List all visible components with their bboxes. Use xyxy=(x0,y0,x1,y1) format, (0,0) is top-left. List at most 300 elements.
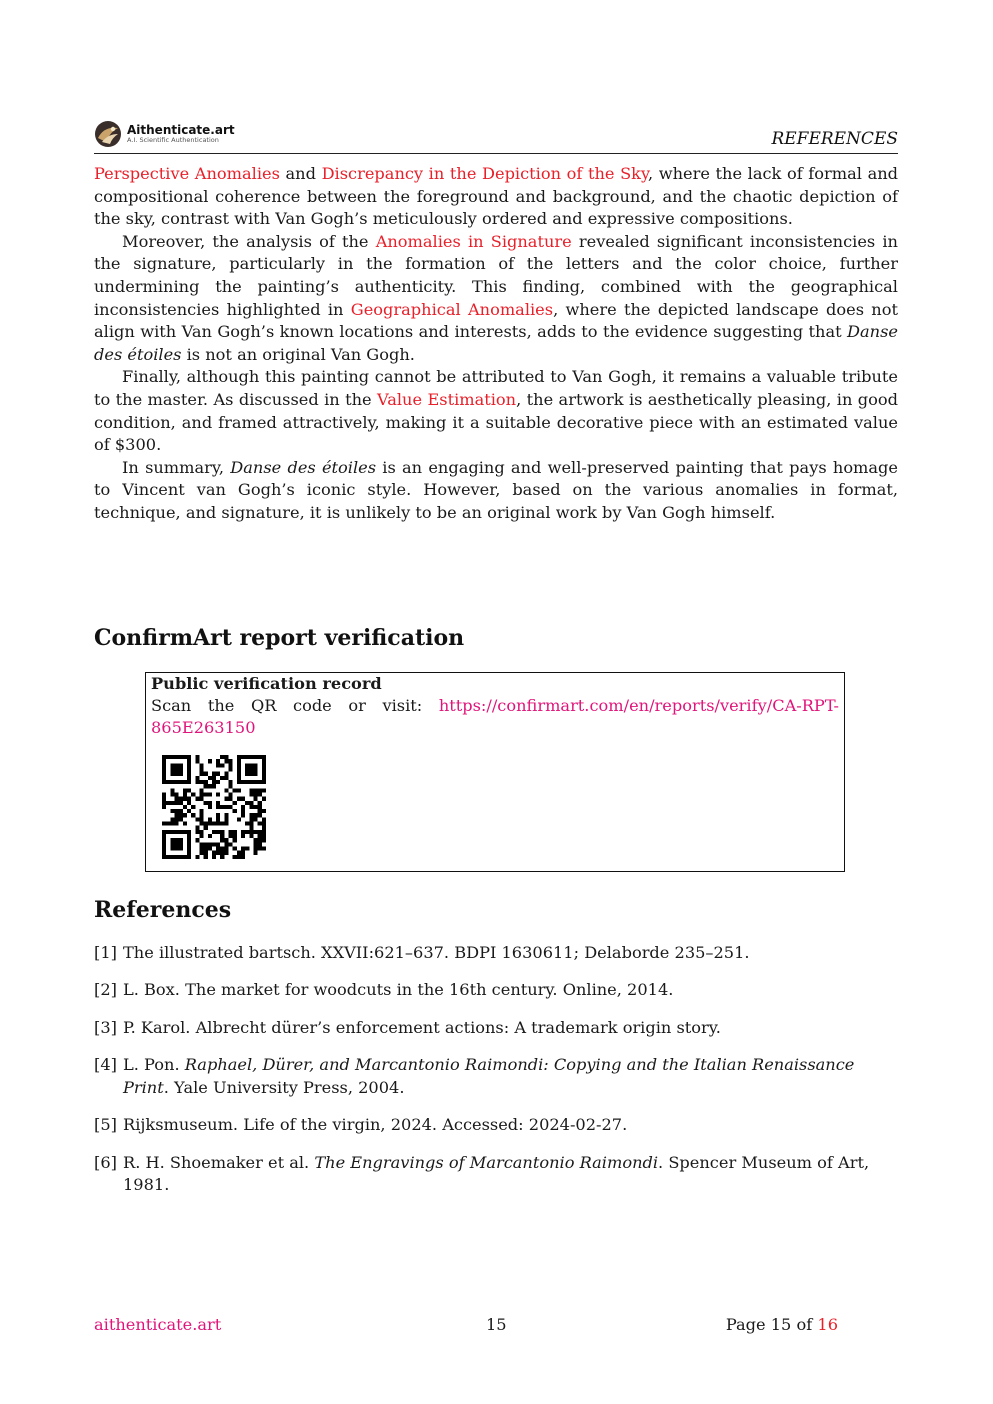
qr-module xyxy=(249,830,253,834)
qr-module xyxy=(187,797,191,801)
qr-module xyxy=(262,834,266,838)
qr-module xyxy=(183,792,187,796)
qr-module xyxy=(212,855,216,859)
qr-module xyxy=(187,801,191,805)
qr-module xyxy=(241,755,245,759)
qr-module xyxy=(187,755,191,759)
qr-module xyxy=(258,801,262,805)
qr-module xyxy=(162,780,166,784)
qr-module xyxy=(233,830,237,834)
qr-module xyxy=(166,780,170,784)
painting-title: Danse des étoiles xyxy=(94,322,898,364)
qr-module xyxy=(229,780,233,784)
qr-module xyxy=(212,776,216,780)
qr-module xyxy=(245,822,249,826)
qr-module xyxy=(254,817,258,821)
qr-module xyxy=(204,855,208,859)
qr-module xyxy=(245,755,249,759)
qr-module xyxy=(162,797,166,801)
qr-module xyxy=(166,855,170,859)
qr-module xyxy=(204,801,208,805)
qr-module xyxy=(208,834,212,838)
qr-module xyxy=(208,817,212,821)
qr-module xyxy=(162,842,166,846)
qr-module xyxy=(254,813,258,817)
link-anomalies-signature[interactable]: Anomalies in Signature xyxy=(375,231,572,251)
qr-module xyxy=(258,788,262,792)
qr-module xyxy=(241,813,245,817)
qr-module xyxy=(249,813,253,817)
qr-module xyxy=(162,805,166,809)
qr-module xyxy=(262,755,266,759)
paragraph-1: Perspective Anomalies and Discrepancy in the Depiction of the Sky, where the lack of formal and compositional coherence between the foreground and background, and the chaotic depiction of the sky, contrast with Van Gogh’s meticulously ordered and expressive compositions. xyxy=(94,164,899,229)
qr-module xyxy=(237,755,241,759)
qr-module xyxy=(166,801,170,805)
qr-module xyxy=(162,855,166,859)
qr-module xyxy=(237,851,241,855)
qr-module xyxy=(212,772,216,776)
qr-module xyxy=(199,842,203,846)
qr-module xyxy=(229,797,233,801)
qr-module xyxy=(262,759,266,763)
qr-module xyxy=(187,855,191,859)
qr-module xyxy=(254,780,258,784)
qr-module xyxy=(254,755,258,759)
qr-module xyxy=(258,755,262,759)
qr-module xyxy=(187,851,191,855)
qr-module xyxy=(258,809,262,813)
qr-module xyxy=(191,813,195,817)
qr-module xyxy=(162,851,166,855)
qr-module xyxy=(262,763,266,767)
qr-module xyxy=(179,801,183,805)
body-text xyxy=(94,163,898,525)
qr-module xyxy=(237,763,241,767)
qr-module xyxy=(237,855,241,859)
qr-module xyxy=(170,763,174,767)
qr-module xyxy=(170,822,174,826)
verification-box xyxy=(145,672,845,872)
qr-module xyxy=(187,842,191,846)
qr-module xyxy=(174,813,178,817)
qr-module xyxy=(254,842,258,846)
qr-module xyxy=(174,792,178,796)
qr-module xyxy=(249,772,253,776)
qr-module xyxy=(174,780,178,784)
qr-module xyxy=(249,788,253,792)
qr-module xyxy=(249,826,253,830)
reference-item: [5] Rijksmuseum. Life of the virgin, 2024. Accessed: 2024-02-27. xyxy=(94,1115,628,1135)
qr-module xyxy=(245,780,249,784)
qr-module xyxy=(224,851,228,855)
qr-module xyxy=(162,830,166,834)
qr-module xyxy=(183,822,187,826)
qr-module xyxy=(212,780,216,784)
qr-module xyxy=(174,809,178,813)
qr-module xyxy=(174,797,178,801)
qr-module xyxy=(216,759,220,763)
qr-module xyxy=(258,813,262,817)
qr-module xyxy=(174,830,178,834)
qr-module xyxy=(174,801,178,805)
qr-module xyxy=(208,792,212,796)
qr-module xyxy=(262,847,266,851)
qr-module xyxy=(170,767,174,771)
qr-module xyxy=(229,842,233,846)
qr-module xyxy=(245,767,249,771)
qr-module xyxy=(254,788,258,792)
qr-module xyxy=(179,830,183,834)
qr-module xyxy=(208,805,212,809)
running-header-section: REFERENCES xyxy=(771,129,898,149)
qr-module xyxy=(220,830,224,834)
qr-module xyxy=(170,801,174,805)
qr-module xyxy=(258,780,262,784)
qr-module xyxy=(254,772,258,776)
references-heading: References xyxy=(94,897,232,923)
footer-total-pages-link[interactable]: 16 xyxy=(817,1315,838,1334)
qr-module xyxy=(204,780,208,784)
qr-module xyxy=(179,772,183,776)
qr-module xyxy=(179,813,183,817)
qr-module xyxy=(183,797,187,801)
qr-module xyxy=(229,792,233,796)
qr-module xyxy=(224,772,228,776)
qr-module xyxy=(162,847,166,851)
qr-module xyxy=(224,813,228,817)
qr-module xyxy=(220,776,224,780)
qr-module xyxy=(254,851,258,855)
qr-module xyxy=(249,792,253,796)
qr-module xyxy=(162,763,166,767)
qr-module xyxy=(208,776,212,780)
qr-module xyxy=(216,822,220,826)
qr-module xyxy=(216,851,220,855)
qr-module xyxy=(224,842,228,846)
qr-module xyxy=(174,767,178,771)
qr-module xyxy=(166,755,170,759)
qr-module xyxy=(162,834,166,838)
qr-module xyxy=(170,842,174,846)
qr-module xyxy=(179,755,183,759)
qr-module xyxy=(220,838,224,842)
qr-module xyxy=(162,772,166,776)
qr-module xyxy=(233,847,237,851)
qr-module xyxy=(258,822,262,826)
qr-module xyxy=(245,772,249,776)
qr-module xyxy=(262,826,266,830)
qr-module xyxy=(224,755,228,759)
qr-module xyxy=(179,797,183,801)
qr-module xyxy=(204,772,208,776)
verification-scan-line xyxy=(151,695,839,717)
qr-module xyxy=(249,763,253,767)
qr-module xyxy=(216,772,220,776)
qr-module xyxy=(204,792,208,796)
qr-module xyxy=(216,842,220,846)
qr-module xyxy=(216,813,220,817)
qr-module xyxy=(241,805,245,809)
page-header xyxy=(94,117,898,154)
qr-module xyxy=(170,788,174,792)
qr-module xyxy=(199,817,203,821)
painting-title: Danse des étoiles xyxy=(230,457,377,477)
verification-url[interactable]: https://confirmart.com/en/reports/verify/CA-RPT- xyxy=(438,696,839,715)
qr-module xyxy=(237,817,241,821)
qr-module xyxy=(187,776,191,780)
qr-module xyxy=(237,776,241,780)
qr-module xyxy=(199,822,203,826)
qr-module xyxy=(233,855,237,859)
qr-module xyxy=(229,834,233,838)
qr-module xyxy=(254,792,258,796)
qr-module xyxy=(262,817,266,821)
qr-module xyxy=(179,767,183,771)
qr-module xyxy=(162,792,166,796)
qr-module xyxy=(187,780,191,784)
reference-item: [3] P. Karol. Albrecht dürer’s enforcement actions: A trademark origin story. xyxy=(94,1017,721,1037)
qr-module xyxy=(199,792,203,796)
qr-module xyxy=(220,755,224,759)
qr-module xyxy=(220,805,224,809)
verification-url-continued[interactable]: 865E263150 xyxy=(151,718,256,737)
qr-module xyxy=(258,805,262,809)
qr-module xyxy=(187,838,191,842)
qr-module xyxy=(170,792,174,796)
qr-module xyxy=(170,755,174,759)
qr-module xyxy=(162,776,166,780)
qr-module xyxy=(195,838,199,842)
qr-module xyxy=(233,801,237,805)
qr-module xyxy=(224,822,228,826)
qr-module xyxy=(179,847,183,851)
qr-module xyxy=(212,822,216,826)
qr-module xyxy=(199,830,203,834)
qr-module xyxy=(254,797,258,801)
references-list xyxy=(94,942,898,1212)
qr-module xyxy=(183,813,187,817)
qr-module xyxy=(262,797,266,801)
qr-module xyxy=(220,851,224,855)
qr-module xyxy=(187,809,191,813)
qr-module xyxy=(262,822,266,826)
qr-module xyxy=(199,851,203,855)
qr-module xyxy=(199,767,203,771)
qr-module xyxy=(249,834,253,838)
qr-module xyxy=(216,830,220,834)
qr-module xyxy=(174,772,178,776)
link-value-estimation[interactable]: Value Estimation xyxy=(377,389,517,409)
qr-module xyxy=(245,763,249,767)
qr-module xyxy=(162,759,166,763)
paragraph-2: Moreover, the analysis of the Anomalies in Signature revealed significant inconsistencies in the signature, particularly in the formation of the letters and the color choice, further undermining the painting’s authenticity. This finding, combined with the geographical inconsistencies highlighted in Geographical Anomalies, where the depicted landscape does not align with Van Gogh’s known locations and interests, adds to the evidence suggesting that Danse des étoiles is not an original Van Gogh. xyxy=(94,231,898,364)
qr-module xyxy=(187,830,191,834)
qr-module xyxy=(224,805,228,809)
qr-module xyxy=(183,830,187,834)
qr-module xyxy=(254,767,258,771)
qr-module xyxy=(241,830,245,834)
qr-module xyxy=(229,805,233,809)
qr-module xyxy=(216,801,220,805)
qr-module xyxy=(199,797,203,801)
qr-module xyxy=(220,763,224,767)
qr-module xyxy=(258,838,262,842)
qr-module xyxy=(204,851,208,855)
verification-box-title: Public verification record xyxy=(151,674,382,693)
qr-module xyxy=(212,784,216,788)
qr-module xyxy=(241,780,245,784)
footer-page-number: 15 xyxy=(486,1315,507,1334)
qr-module xyxy=(254,805,258,809)
qr-module xyxy=(170,855,174,859)
qr-module xyxy=(249,805,253,809)
qr-module xyxy=(216,817,220,821)
qr-module xyxy=(258,792,262,796)
reference-item: [1] The illustrated bartsch. XXVII:621–637. BDPI 1630611; Delaborde 235–251. xyxy=(94,943,750,962)
qr-module xyxy=(174,817,178,821)
link-perspective-anomalies[interactable]: Perspective Anomalies xyxy=(94,164,280,183)
qr-module xyxy=(216,780,220,784)
qr-module xyxy=(262,772,266,776)
qr-module xyxy=(233,834,237,838)
qr-module xyxy=(162,838,166,842)
qr-module xyxy=(195,830,199,834)
reference-item: [2] L. Box. The market for woodcuts in the 16th century. Online, 2014. xyxy=(94,980,674,1000)
qr-module xyxy=(195,759,199,763)
qr-module xyxy=(229,763,233,767)
qr-module xyxy=(262,767,266,771)
qr-module xyxy=(258,842,262,846)
qr-module xyxy=(220,847,224,851)
qr-module xyxy=(237,772,241,776)
paragraph-4: In summary, Danse des étoiles is an engaging and well-preserved painting that pays homage to Vincent van Gogh’s iconic style. However, based on the various anomalies in format, technique, and signature, it is unlikely to be an original work by Van Gogh himself. xyxy=(94,457,899,522)
qr-module xyxy=(208,842,212,846)
qr-module xyxy=(233,788,237,792)
qr-module xyxy=(220,822,224,826)
qr-module xyxy=(229,759,233,763)
qr-module xyxy=(174,847,178,851)
qr-module xyxy=(195,776,199,780)
qr-module xyxy=(254,763,258,767)
qr-module xyxy=(174,822,178,826)
qr-module xyxy=(249,817,253,821)
qr-module xyxy=(183,780,187,784)
qr-module xyxy=(199,809,203,813)
qr-module xyxy=(229,830,233,834)
qr-module xyxy=(199,834,203,838)
qr-module xyxy=(204,826,208,830)
reference-item: [6] R. H. Shoemaker et al. The Engravings of Marcantonio Raimondi. Spencer Museum of Art, 1981. xyxy=(94,1152,870,1195)
logo-title: Aithenticate.art xyxy=(127,123,235,138)
qr-module xyxy=(204,784,208,788)
qr-module xyxy=(245,830,249,834)
qr-module xyxy=(216,792,220,796)
qr-module xyxy=(224,817,228,821)
qr-module xyxy=(179,838,183,842)
qr-module xyxy=(170,838,174,842)
qr-module xyxy=(170,772,174,776)
qr-module xyxy=(220,834,224,838)
qr-module xyxy=(183,805,187,809)
qr-module xyxy=(170,817,174,821)
qr-module xyxy=(224,759,228,763)
qr-module xyxy=(195,817,199,821)
qr-module xyxy=(254,838,258,842)
scan-text: Scan the QR code or visit: xyxy=(151,696,423,715)
qr-module xyxy=(179,809,183,813)
qr-module xyxy=(216,847,220,851)
qr-module xyxy=(249,780,253,784)
qr-module xyxy=(216,805,220,809)
qr-module xyxy=(208,784,212,788)
qr-module xyxy=(195,797,199,801)
qr-module xyxy=(179,763,183,767)
qr-module xyxy=(174,763,178,767)
qr-module xyxy=(224,847,228,851)
qr-module xyxy=(233,809,237,813)
link-geographical-anomalies[interactable]: Geographical Anomalies xyxy=(350,299,554,319)
qr-module xyxy=(224,838,228,842)
qr-module xyxy=(249,822,253,826)
link-sky-discrepancy[interactable]: Discrepancy in the Depiction of the Sky xyxy=(321,164,648,183)
qr-module xyxy=(233,838,237,842)
qr-module xyxy=(183,855,187,859)
qr-module xyxy=(237,767,241,771)
footer-page-count: Page 15 of 16 xyxy=(725,1315,838,1334)
qr-module xyxy=(245,847,249,851)
qr-module xyxy=(179,780,183,784)
qr-module xyxy=(204,842,208,846)
qr-module xyxy=(204,822,208,826)
logo-icon xyxy=(94,120,122,148)
qr-module xyxy=(199,763,203,767)
qr-module xyxy=(187,759,191,763)
qr-module xyxy=(170,809,174,813)
qr-module xyxy=(258,847,262,851)
qr-module xyxy=(195,755,199,759)
qr-module xyxy=(174,842,178,846)
qr-code-icon[interactable] xyxy=(162,755,266,859)
qr-module xyxy=(254,847,258,851)
qr-module xyxy=(237,788,241,792)
qr-module xyxy=(183,755,187,759)
footer-site-link[interactable]: aithenticate.art xyxy=(94,1315,222,1334)
qr-module xyxy=(187,767,191,771)
logo-subtitle: A.I. Scientific Authentication xyxy=(127,136,219,145)
qr-module xyxy=(262,830,266,834)
qr-module xyxy=(241,855,245,859)
qr-module xyxy=(229,784,233,788)
qr-module xyxy=(258,834,262,838)
qr-module xyxy=(187,834,191,838)
qr-module xyxy=(229,767,233,771)
qr-module xyxy=(179,842,183,846)
qr-module xyxy=(241,797,245,801)
qr-module xyxy=(262,788,266,792)
qr-module xyxy=(262,809,266,813)
qr-module xyxy=(212,842,216,846)
reference-item: [4] L. Pon. Raphael, Dürer, and Marcantonio Raimondi: Copying and the Italian Renaissance Print. Yale University Press, 2004. xyxy=(94,1055,855,1097)
qr-module xyxy=(224,776,228,780)
qr-module xyxy=(162,801,166,805)
logo xyxy=(94,119,235,149)
verification-heading: ConfirmArt report verification xyxy=(94,625,465,651)
qr-module xyxy=(237,797,241,801)
qr-module xyxy=(187,847,191,851)
qr-module xyxy=(166,830,170,834)
qr-module xyxy=(179,817,183,821)
qr-module xyxy=(262,838,266,842)
